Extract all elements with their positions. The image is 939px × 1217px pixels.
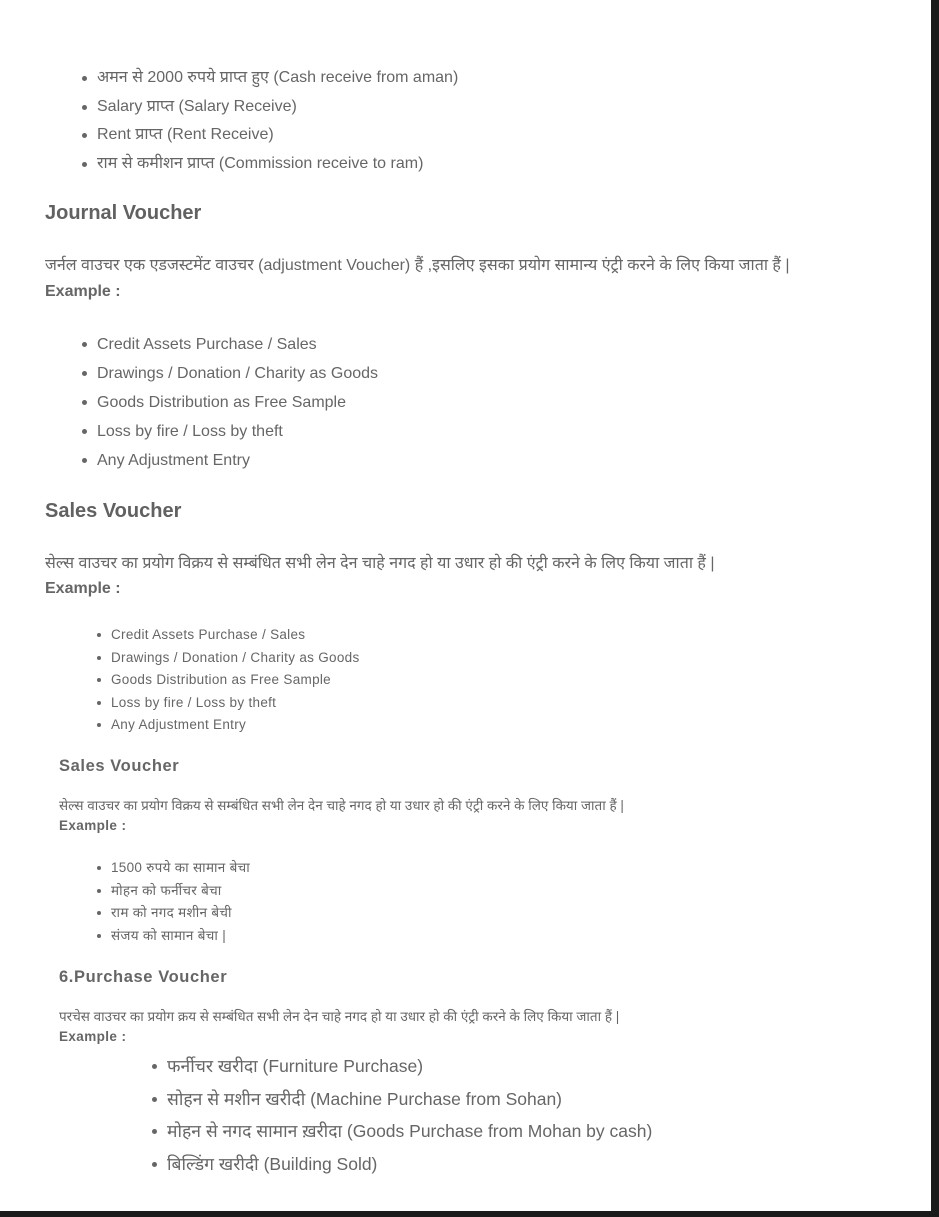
list-item: बिल्डिंग खरीदी (Building Sold) [150, 1148, 652, 1181]
list-item: Credit Assets Purchase / Sales [95, 624, 360, 647]
journal-voucher-heading: Journal Voucher [45, 202, 202, 224]
list-item: राम से कमीशन प्राप्त (Commission receive to ram) [80, 150, 458, 179]
purchase-example-label: Example : [59, 1029, 127, 1044]
sales-example-list [95, 624, 360, 737]
sales-voucher-description: सेल्स वाउचर का प्रयोग विक्रय से सम्बंधित सभी लेन देन चाहे नगद हो या उधार हो की एंट्री करने के लिए किया जाता हैं | [45, 555, 715, 572]
sales-voucher-heading: Sales Voucher [45, 500, 182, 522]
list-item: सोहन से मशीन खरीदी (Machine Purchase from Sohan) [150, 1083, 652, 1116]
list-item: Loss by fire / Loss by theft [80, 417, 378, 446]
list-item: संजय को सामान बेचा | [95, 925, 250, 948]
list-item: Goods Distribution as Free Sample [80, 388, 378, 417]
list-item: Any Adjustment Entry [80, 446, 378, 475]
purchase-example-list [150, 1050, 652, 1180]
journal-example-label: Example : [45, 283, 121, 300]
sales-example-label: Example : [45, 580, 121, 597]
page-border-right [931, 0, 939, 1217]
list-item: अमन से 2000 रुपये प्राप्त हुए (Cash receive from aman) [80, 64, 458, 93]
list-item: Loss by fire / Loss by theft [95, 692, 360, 715]
purchase-voucher-heading: 6.Purchase Voucher [59, 968, 228, 986]
list-item: Salary प्राप्त (Salary Receive) [80, 93, 458, 122]
page-border-bottom [0, 1211, 939, 1217]
list-item: मोहन को फर्नीचर बेचा [95, 880, 250, 903]
list-item: Rent प्राप्त (Rent Receive) [80, 121, 458, 150]
list-item: Drawings / Donation / Charity as Goods [80, 359, 378, 388]
sales-voucher-description-2: सेल्स वाउचर का प्रयोग विक्रय से सम्बंधित सभी लेन देन चाहे नगद हो या उधार हो की एंट्री करने के लिए किया जाता हैं | [59, 798, 624, 813]
journal-voucher-description: जर्नल वाउचर एक एडजस्टमेंट वाउचर (adjustment Voucher) हैं ,इसलिए इसका प्रयोग सामान्य एंट्री करने के लिए किया जाता हैं | [45, 257, 790, 274]
purchase-voucher-description: परचेस वाउचर का प्रयोग क्रय से सम्बंधित सभी लेन देन चाहे नगद हो या उधार हो की एंट्री करने के लिए किया जाता हैं | [59, 1009, 620, 1024]
list-item: Drawings / Donation / Charity as Goods [95, 647, 360, 670]
receipt-example-list [80, 64, 458, 178]
list-item: 1500 रुपये का सामान बेचा [95, 857, 250, 880]
list-item: Goods Distribution as Free Sample [95, 669, 360, 692]
sales-example-label-2: Example : [59, 818, 127, 833]
sales-voucher-heading-2: Sales Voucher [59, 757, 180, 775]
list-item: Credit Assets Purchase / Sales [80, 330, 378, 359]
list-item: मोहन से नगद सामान ख़रीदा (Goods Purchase from Mohan by cash) [150, 1115, 652, 1148]
journal-example-list [80, 330, 378, 475]
list-item: राम को नगद मशीन बेची [95, 902, 250, 925]
list-item: फर्नीचर खरीदा (Furniture Purchase) [150, 1050, 652, 1083]
sales-example-list-2 [95, 857, 250, 947]
list-item: Any Adjustment Entry [95, 714, 360, 737]
